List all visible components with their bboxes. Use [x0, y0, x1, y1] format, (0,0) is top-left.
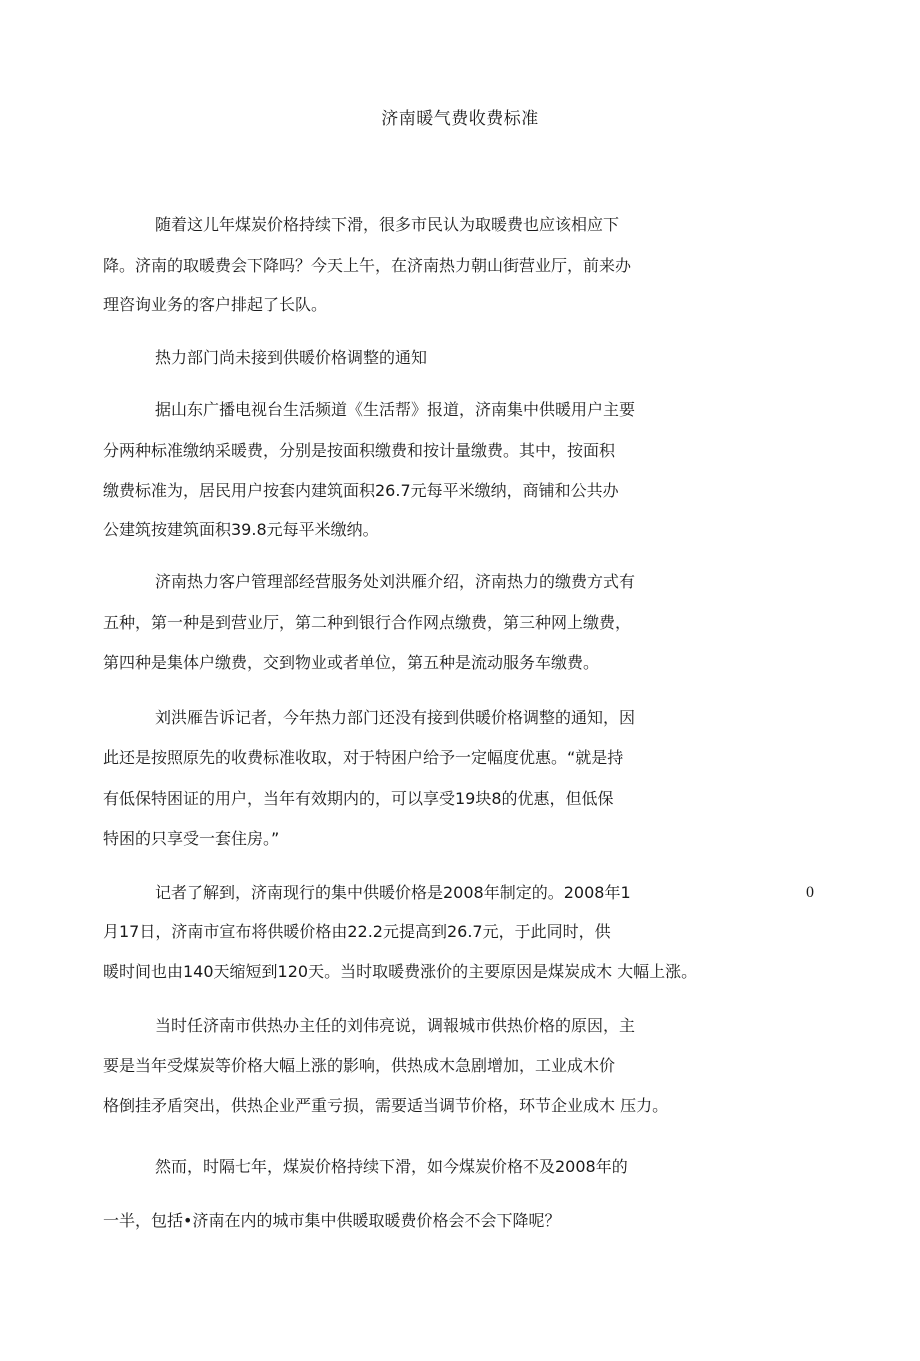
- paragraph-line: 五种，第一种是到营业厅，第二种到银行合作网点缴费，第三种网上缴费，: [103, 613, 632, 632]
- paragraph-line: 要是当年受煤炭等价格大幅上涨的影响，供热成木急剧增加，工业成木价: [103, 1056, 616, 1075]
- paragraph-line: 记者了解到，济南现行的集中供暖价格是2008年制定的。2008年1: [155, 883, 631, 902]
- paragraph-line: 当时任济南市供热办主任的刘伟亮说，调報城市供热价格的原因，主: [155, 1016, 636, 1035]
- paragraph-line: 降。济南的取暖费会下降吗？今天上午，在济南热力朝山街营业厅，前来办: [103, 256, 632, 275]
- paragraph-line: 此还是按照原先的收费标准收取，对于特困户给予一定幅度优惠。“就是持: [103, 748, 624, 767]
- paragraph-line: 暖时间也由140天缩短到120天。当时取暖费涨价的主要原因是煤炭成木 大幅上涨。: [103, 962, 698, 981]
- paragraph-line: 缴费标准为，居民用户按套内建筑面积26.7元每平米缴纳，商铺和公共办: [103, 481, 619, 500]
- paragraph-line: 济南热力客户管理部经营服务处刘洪雁介绍，济南热力的缴费方式有: [155, 572, 636, 591]
- paragraph-line: 据山东广播电视台生活频道《生活帮》报道，济南集中供暖用户主要: [155, 400, 636, 419]
- paragraph-line: 理咨询业务的客户排起了长队。: [103, 295, 328, 314]
- paragraph-line: 有低保特困证的用户，当年有效期内的，可以享受19块8的优惠，但低保: [103, 789, 614, 808]
- paragraph-line: 月17日，济南市宣布将供暖价格由22.2元提高到26.7元，于此同时，供: [103, 922, 611, 941]
- paragraph-line: 第四种是集体户缴费，交到物业或者单位，第五种是流动服务车缴费。: [103, 653, 600, 672]
- paragraph-line: 然而，时隔七年，煤炭价格持续下滑，如今煤炭价格不及2008年的: [155, 1157, 628, 1176]
- paragraph-line: 随着这儿年煤炭价格持续下滑，很多市民认为取暖费也应该相应下: [155, 215, 620, 234]
- margin-number: 0: [806, 884, 814, 901]
- paragraph-line: 格倒挂矛盾突出，供热企业严重亏损，需要适当调节价格，环节企业成木 压力。: [103, 1096, 669, 1115]
- paragraph-line: 刘洪雁告诉记者，今年热力部门还没有接到供暖价格调整的通知，因: [155, 708, 636, 727]
- document-title: 济南暖气费收费标准: [381, 109, 539, 129]
- paragraph-line: 公建筑按建筑面积39.8元每平米缴纳。: [103, 520, 379, 539]
- paragraph-line: 一半，包括•济南在内的城市集中供暖取暖费价格会不会下降呢？: [103, 1211, 561, 1230]
- paragraph-line: 特困的只享受一套住房。”: [103, 829, 280, 848]
- section-heading: 热力部门尚未接到供暖价格调整的通知: [155, 348, 428, 367]
- paragraph-line: 分两种标准缴纳采暖费，分别是按面积缴费和按计量缴费。其中，按面积: [103, 441, 616, 460]
